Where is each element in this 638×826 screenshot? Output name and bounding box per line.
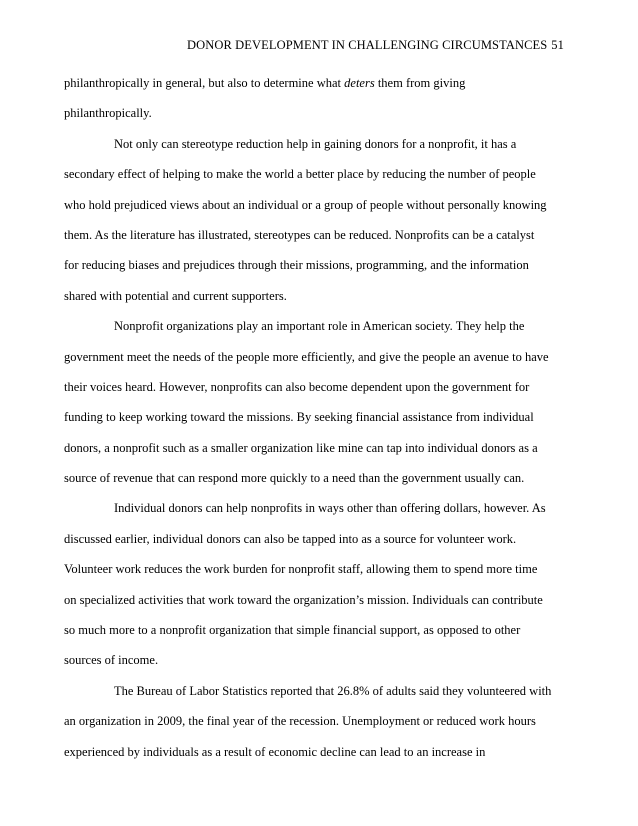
text-line	[64, 311, 580, 341]
text-line	[64, 190, 580, 220]
text-line	[64, 524, 580, 554]
text-run: shared with potential and current supporters.	[64, 288, 287, 303]
text-line	[64, 220, 580, 250]
text-run: The Bureau of Labor Statistics reported that 26.8% of adults said they volunteered with	[114, 683, 552, 698]
text-line	[64, 676, 580, 706]
text-line	[64, 706, 580, 736]
text-run: an organization in 2009, the final year of the recession. Unemployment or reduced work hours	[64, 714, 536, 729]
text-run: for reducing biases and prejudices through their missions, programming, and the information	[64, 258, 529, 273]
text-line	[64, 250, 580, 280]
emphasized-word: deters	[344, 76, 375, 90]
text-run: philanthropically.	[64, 106, 152, 121]
text-run: on specialized activities that work toward the organization’s mission. Individuals can contribute	[64, 592, 543, 607]
text-run: source of revenue that can respond more quickly to a need than the government usually can.	[64, 471, 525, 486]
text-run: Not only can stereotype reduction help in gaining donors for a nonprofit, it has a	[114, 136, 517, 151]
body-text	[64, 68, 580, 767]
text-run: funding to keep working toward the missions. By seeking financial assistance from individual	[64, 410, 534, 425]
text-run: donors, a nonprofit such as a smaller organization like mine can tap into individual donors as a	[64, 440, 538, 455]
text-line	[64, 645, 580, 675]
text-run: them. As the literature has illustrated, stereotypes can be reduced. Nonprofits can be a catalyst	[64, 227, 535, 242]
text-line	[64, 554, 580, 584]
running-head-title: DONOR DEVELOPMENT IN CHALLENGING CIRCUMSTANCES	[186, 38, 548, 52]
running-head	[187, 38, 564, 53]
text-run: their voices heard. However, nonprofits can also become dependent upon the government for	[64, 379, 530, 394]
text-run: Nonprofit organizations play an important role in American society. They help the	[114, 319, 525, 334]
text-run: secondary effect of helping to make the world a better place by reducing the number of people	[64, 167, 536, 182]
text-line	[64, 98, 580, 128]
text-line	[64, 433, 580, 463]
text-line	[64, 737, 580, 767]
text-run: Individual donors can help nonprofits in ways other than offering dollars, however. As	[114, 501, 546, 516]
text-run: experienced by individuals as a result of economic decline can lead to an increase in	[64, 744, 486, 759]
text-line	[64, 615, 580, 645]
page-number: 51	[551, 38, 564, 52]
text-line	[64, 585, 580, 615]
text-run: government meet the needs of the people more efficiently, and give the people an avenue to have	[64, 349, 549, 364]
text-line	[64, 463, 580, 493]
text-line	[64, 129, 580, 159]
text-run: Volunteer work reduces the work burden for nonprofit staff, allowing them to spend more time	[64, 562, 538, 577]
text-line	[64, 342, 580, 372]
text-run: sources of income.	[64, 653, 159, 668]
text-line	[64, 159, 580, 189]
text-run: them from giving	[374, 76, 466, 90]
text-run: discussed earlier, individual donors can also be tapped into as a source for volunteer work.	[64, 531, 517, 546]
text-line	[64, 372, 580, 402]
text-line	[64, 493, 580, 523]
text-run: so much more to a nonprofit organization that simple financial support, as opposed to other	[64, 623, 521, 638]
text-run: philanthropically in general, but also to determine what	[64, 76, 345, 90]
text-line	[64, 402, 580, 432]
text-run: who hold prejudiced views about an individual or a group of people without personally knowing	[64, 197, 547, 212]
text-line	[64, 68, 580, 98]
text-line	[64, 281, 580, 311]
